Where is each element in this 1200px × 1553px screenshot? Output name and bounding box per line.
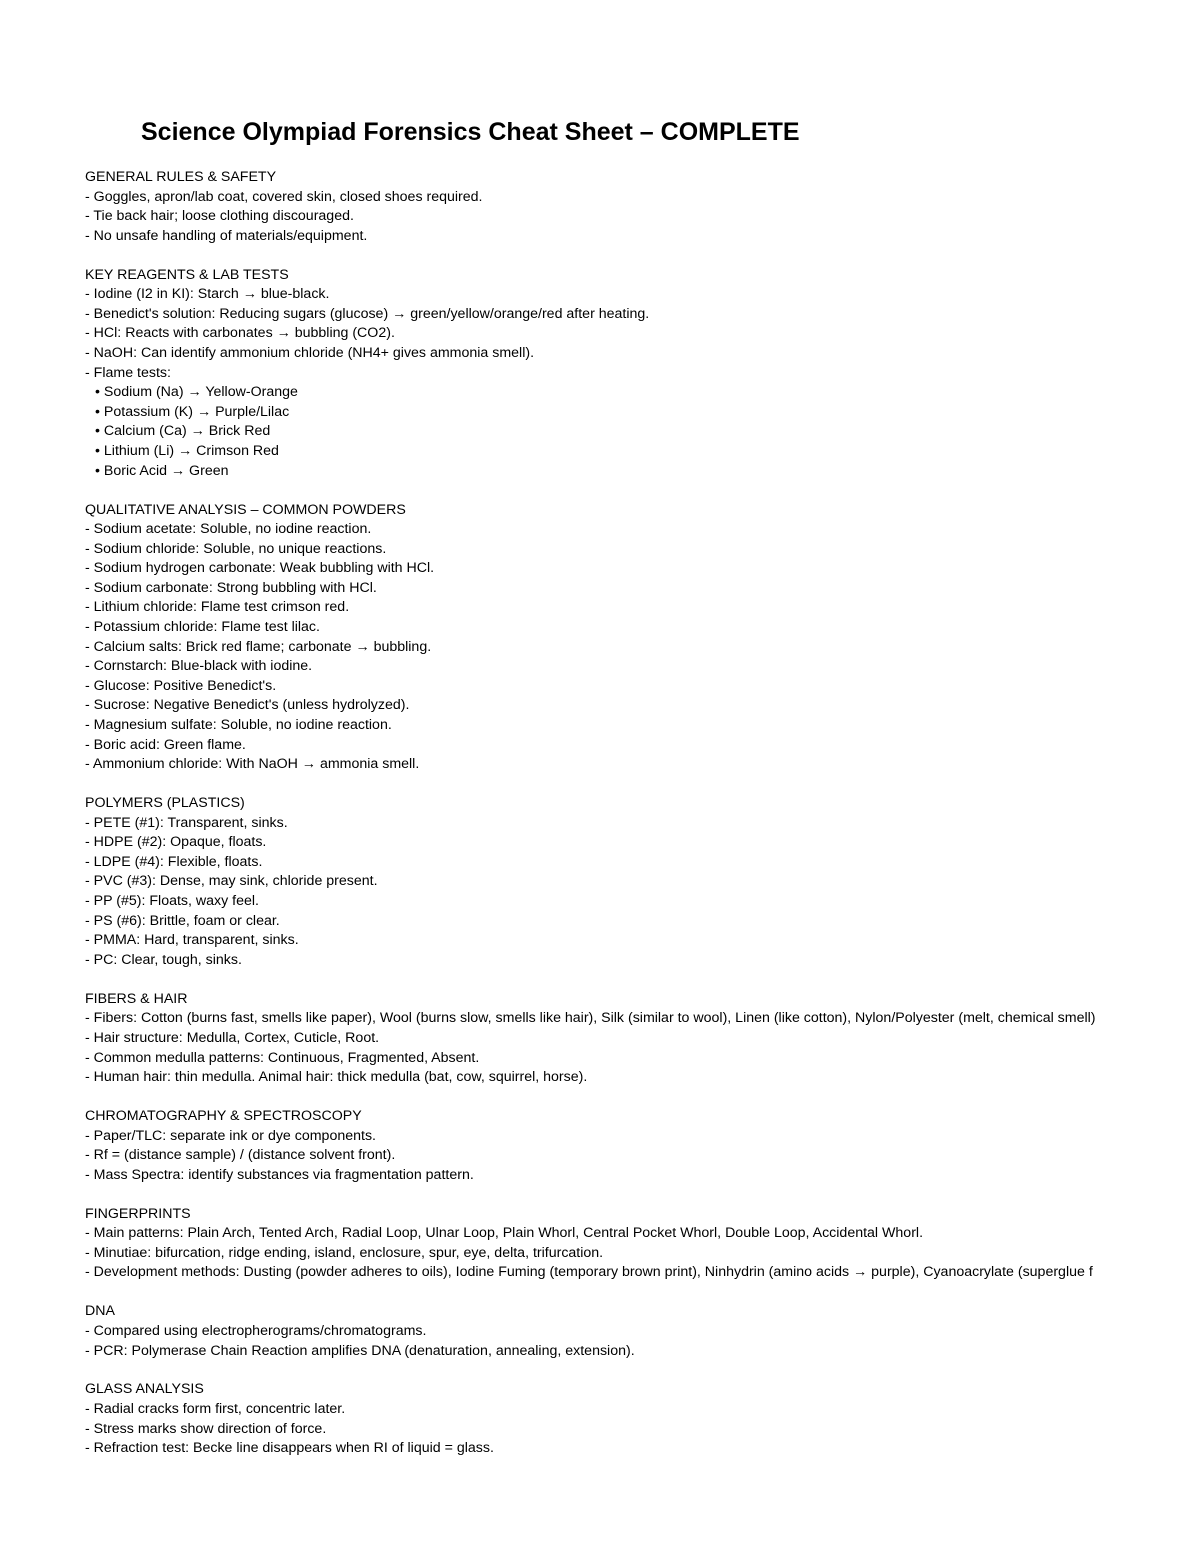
list-item: - Ammonium chloride: With NaOH → ammonia smell. <box>85 756 420 773</box>
section-heading: QUALITATIVE ANALYSIS – COMMON POWDERS <box>85 501 406 518</box>
list-item: - Calcium salts: Brick red flame; carbonate → bubbling. <box>85 638 432 655</box>
section-heading: KEY REAGENTS & LAB TESTS <box>85 266 289 283</box>
list-item: - Stress marks show direction of force. <box>85 1420 327 1437</box>
section <box>85 266 1200 482</box>
list-item: - Fibers: Cotton (burns fast, smells like paper), Wool (burns slow, smells like hair), Silk (similar to wool), Linen (like cotton), Nylon/Polyester (melt, chemical smell) <box>85 1010 1096 1027</box>
section-heading: GLASS ANALYSIS <box>85 1381 204 1398</box>
list-item: - PVC (#3): Dense, may sink, chloride present. <box>85 873 378 890</box>
list-item: - Lithium chloride: Flame test crimson red. <box>85 599 350 616</box>
page-title: Science Olympiad Forensics Cheat Sheet – COMPLETE <box>141 118 800 146</box>
list-item: - NaOH: Can identify ammonium chloride (NH4+ gives ammonia smell). <box>85 345 535 362</box>
list-item: - Common medulla patterns: Continuous, Fragmented, Absent. <box>85 1049 480 1066</box>
section-heading: FIBERS & HAIR <box>85 990 188 1007</box>
section <box>85 1302 1200 1361</box>
list-item: - Radial cracks form first, concentric later. <box>85 1401 346 1418</box>
list-item: - Tie back hair; loose clothing discouraged. <box>85 208 354 225</box>
list-item: - PS (#6): Brittle, foam or clear. <box>85 912 280 929</box>
section-heading: CHROMATOGRAPHY & SPECTROSCOPY <box>85 1108 362 1125</box>
section <box>85 794 1200 970</box>
sub-list-item: • Sodium (Na) → Yellow-Orange <box>95 384 298 401</box>
list-item: - PP (#5): Floats, waxy feel. <box>85 893 259 910</box>
section-heading: POLYMERS (PLASTICS) <box>85 795 245 812</box>
section <box>85 1205 1200 1283</box>
list-item: - Boric acid: Green flame. <box>85 736 246 753</box>
list-item: - Sucrose: Negative Benedict's (unless hydrolyzed). <box>85 697 410 714</box>
list-item: - Human hair: thin medulla. Animal hair: thick medulla (bat, cow, squirrel, horse). <box>85 1069 588 1086</box>
sub-list-item: • Potassium (K) → Purple/Lilac <box>95 403 290 420</box>
cheat-sheet-body <box>85 168 1200 1478</box>
sub-list-item: • Lithium (Li) → Crimson Red <box>95 443 279 460</box>
list-item: - LDPE (#4): Flexible, floats. <box>85 853 263 870</box>
list-item: - HDPE (#2): Opaque, floats. <box>85 834 267 851</box>
list-item: - Potassium chloride: Flame test lilac. <box>85 619 320 636</box>
section <box>85 501 1200 775</box>
sub-list-item: • Calcium (Ca) → Brick Red <box>95 423 271 440</box>
list-item: - Minutiae: bifurcation, ridge ending, island, enclosure, spur, eye, delta, trifurcation. <box>85 1244 604 1261</box>
list-item: - Compared using electropherograms/chromatograms. <box>85 1322 427 1339</box>
section <box>85 168 1200 246</box>
list-item: - Cornstarch: Blue-black with iodine. <box>85 658 313 675</box>
list-item: - Goggles, apron/lab coat, covered skin, closed shoes required. <box>85 188 483 205</box>
list-item: - Mass Spectra: identify substances via fragmentation pattern. <box>85 1166 474 1183</box>
section-heading: FINGERPRINTS <box>85 1205 191 1222</box>
section-heading: GENERAL RULES & SAFETY <box>85 169 277 185</box>
list-item: - Refraction test: Becke line disappears when RI of liquid = glass. <box>85 1440 494 1457</box>
section-heading: DNA <box>85 1303 115 1320</box>
list-item: - Hair structure: Medulla, Cortex, Cuticle, Root. <box>85 1029 380 1046</box>
list-item: - Magnesium sulfate: Soluble, no iodine reaction. <box>85 717 392 734</box>
section <box>85 1107 1200 1185</box>
section <box>85 990 1200 1088</box>
list-item: - Sodium chloride: Soluble, no unique reactions. <box>85 540 387 557</box>
section <box>85 1380 1200 1458</box>
list-item: - Iodine (I2 in KI): Starch → blue-black. <box>85 286 330 303</box>
list-item: - Flame tests: <box>85 364 171 381</box>
list-item: - HCl: Reacts with carbonates → bubbling (CO2). <box>85 325 395 342</box>
list-item: - Main patterns: Plain Arch, Tented Arch, Radial Loop, Ulnar Loop, Plain Whorl, Central Pocket Whorl, Double Loop, Accidental Whorl. <box>85 1225 924 1242</box>
list-item: - Rf = (distance sample) / (distance solvent front). <box>85 1147 396 1164</box>
list-item: - Development methods: Dusting (powder adheres to oils), Iodine Fuming (temporary brown print), Ninhydrin (amino acids → purple), Cyanoacrylate (superglue f <box>85 1264 1093 1281</box>
list-item: - Sodium acetate: Soluble, no iodine reaction. <box>85 521 372 538</box>
list-item: - Paper/TLC: separate ink or dye components. <box>85 1127 376 1144</box>
list-item: - PCR: Polymerase Chain Reaction amplifies DNA (denaturation, annealing, extension). <box>85 1342 635 1359</box>
list-item: - Glucose: Positive Benedict's. <box>85 677 277 694</box>
list-item: - Sodium hydrogen carbonate: Weak bubbling with HCl. <box>85 560 435 577</box>
list-item: - PC: Clear, tough, sinks. <box>85 951 242 968</box>
list-item: - Benedict's solution: Reducing sugars (glucose) → green/yellow/orange/red after heating. <box>85 305 650 322</box>
sub-list-item: • Boric Acid → Green <box>95 462 229 479</box>
list-item: - No unsafe handling of materials/equipment. <box>85 227 368 244</box>
list-item: - PMMA: Hard, transparent, sinks. <box>85 932 299 949</box>
list-item: - Sodium carbonate: Strong bubbling with HCl. <box>85 579 377 596</box>
list-item: - PETE (#1): Transparent, sinks. <box>85 814 288 831</box>
